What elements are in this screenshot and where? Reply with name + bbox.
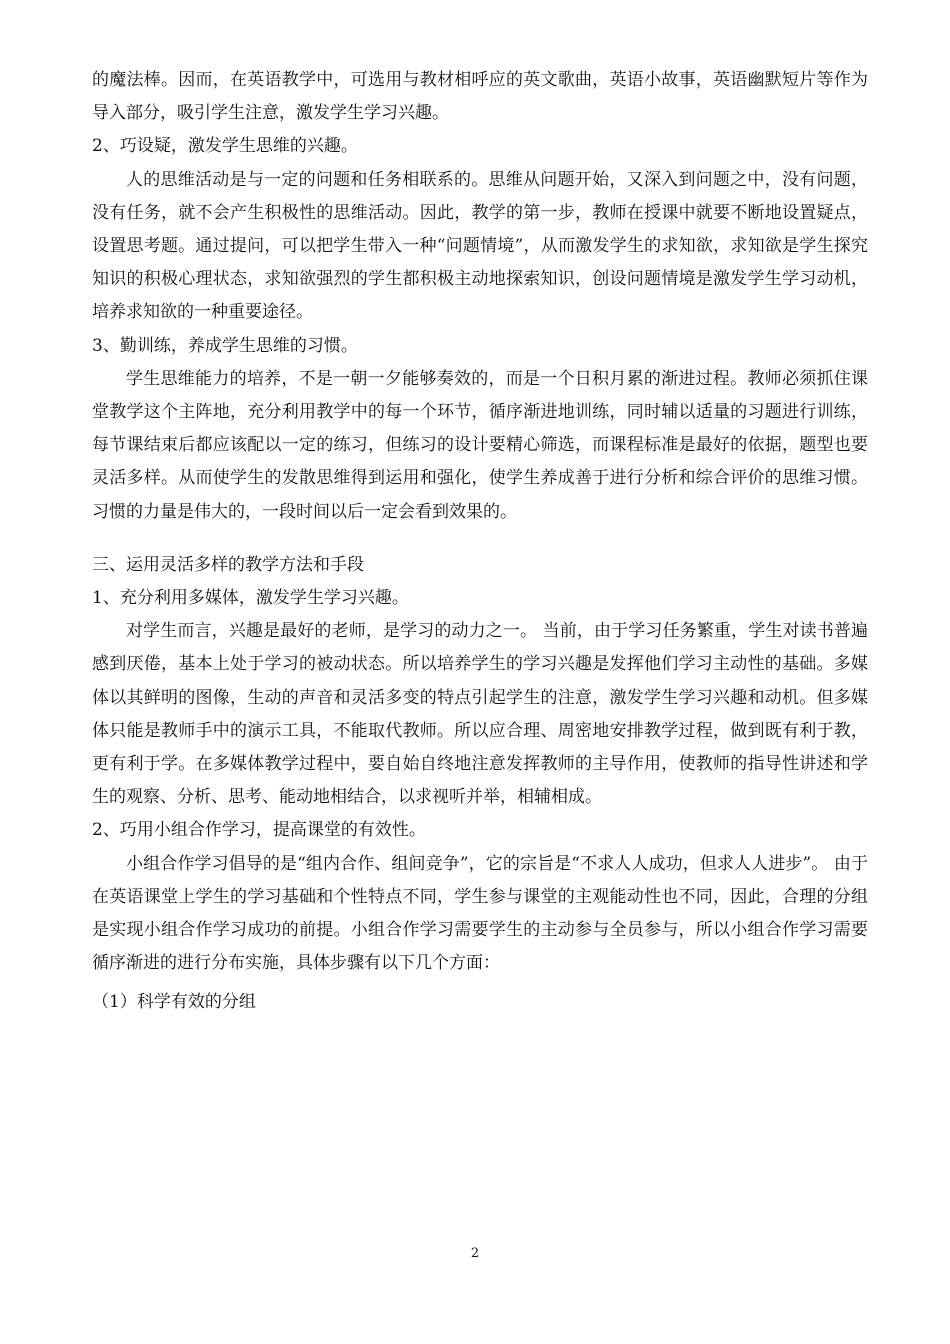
subheading-2-questioning: 2、巧设疑，激发学生思维的兴趣。	[92, 136, 358, 157]
paragraph-intro-continuation: 的魔法棒。因而，在英语教学中，可选用与教材相呼应的英文歌曲，英语小故事，英语幽默短片等作为导入部分，吸引学生注意，激发学生学习兴趣。	[92, 70, 868, 124]
subheading-group-learning: 2、巧用小组合作学习，提高课堂的有效性。	[92, 820, 426, 841]
document-page	[92, 64, 868, 1020]
subheading-3-training: 3、勤训练，养成学生思维的习惯。	[92, 335, 358, 356]
paragraph-questioning: 人的思维活动是与一定的问题和任务相联系的。思维从问题开始，又深入到问题之中，没有问题，没有任务，就不会产生积极性的思维活动。因此，教学的第一步，教师在授课中就要不断地设置疑点，设置思考题。通过提问，可以把学生带入一种“问题情境”，从而激发学生的求知欲，求知欲是学生探究知识的积极心理状态，求知欲强烈的学生都积极主动地探索知识，创设问题情境是激发学生学习动机，培养求知欲的一种重要途径。	[92, 169, 868, 323]
subheading-multimedia: 1、充分利用多媒体，激发学生学习兴趣。	[92, 588, 409, 609]
paragraph-group-learning: 小组合作学习倡导的是“组内合作、组间竞争”，它的宗旨是“不求人人成功，但求人人进步”。 由于在英语课堂上学生的学习基础和个性特点不同，学生参与课堂的主观能动性也不同，因此，合理的分组是实现小组合作学习成功的前提。小组合作学习需要学生的主动参与全员参与，所以小组合作学习需要循序渐进的进行分布实施，具体步骤有以下几个方面：	[92, 853, 868, 974]
page-number: 2	[470, 1246, 480, 1261]
section-heading-3: 三、运用灵活多样的教学方法和手段	[92, 554, 364, 575]
paragraph-training: 学生思维能力的培养，不是一朝一夕能够奏效的，而是一个日积月累的渐进过程。教师必须抓住课堂教学这个主阵地，充分利用教学中的每一个环节，循序渐进地训练，同时辅以适量的习题进行训练，每节课结束后都应该配以一定的练习，但练习的设计要精心筛选，而课程标准是最好的依据，题型也要灵活多样。从而使学生的发散思维得到运用和强化，使学生养成善于进行分析和综合评价的思维习惯。习惯的力量是伟大的，一段时间以后一定会看到效果的。	[92, 368, 868, 522]
list-item-grouping: （1）科学有效的分组	[92, 992, 256, 1013]
paragraph-multimedia: 对学生而言，兴趣是最好的老师，是学习的动力之一。 当前，由于学习任务繁重，学生对读书普遍感到厌倦，基本上处于学习的被动状态。所以培养学生的学习兴趣是发挥他们学习主动性的基础。多媒体以其鲜明的图像，生动的声音和灵活多变的特点引起学生的注意，激发学生学习兴趣和动机。但多媒体只能是教师手中的演示工具，不能取代教师。所以应合理、周密地安排教学过程，做到既有利于教，更有利于学。在多媒体教学过程中，要自始自终地注意发挥教师的主导作用，使教师的指导性讲述和学生的观察、分析、思考、能动地相结合，以求视听并举，相辅相成。	[92, 621, 868, 808]
section-gap	[92, 529, 868, 549]
